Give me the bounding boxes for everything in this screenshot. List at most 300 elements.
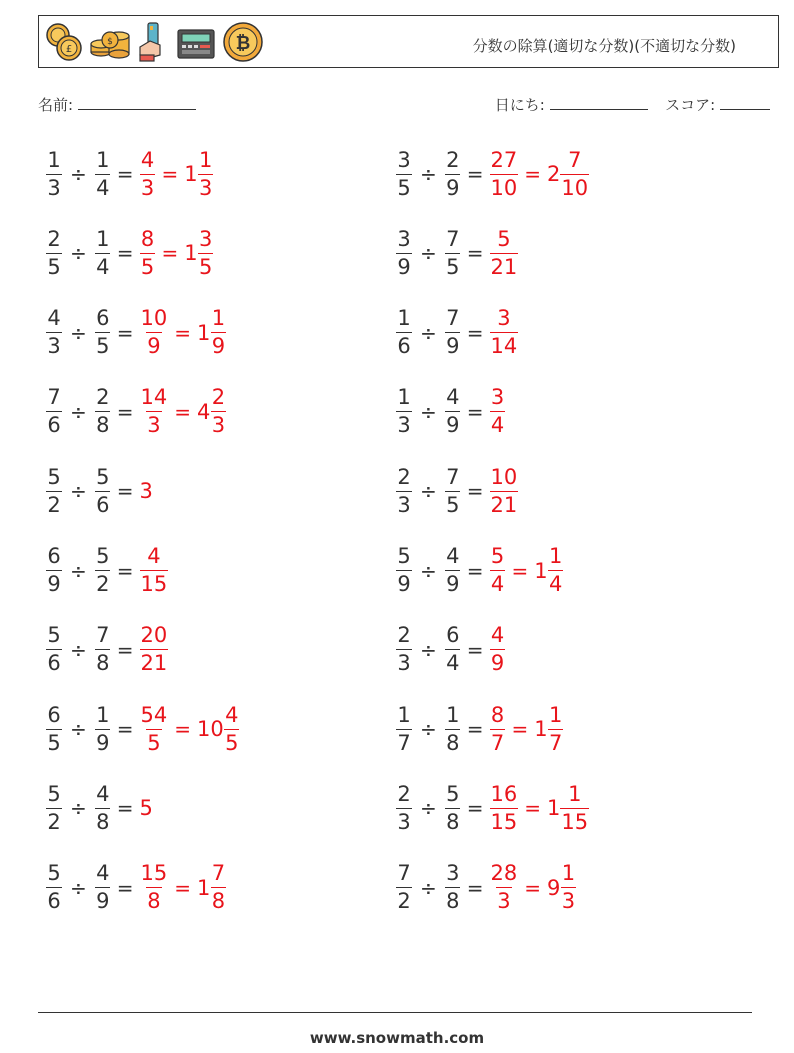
divisor-fraction [445,147,461,200]
divisor-fraction-denominator: 5 [446,492,460,517]
answer-equals-symbol: = [511,558,529,583]
equals-symbol: = [466,320,484,345]
divisor-fraction [95,147,111,200]
answer [490,387,506,436]
dividend-fraction [46,226,62,279]
answer-fraction [490,387,506,436]
mixed-number [534,546,563,595]
answer-fraction-denominator: 5 [140,254,155,279]
equals-symbol: = [116,399,134,424]
divisor-fraction-denominator: 9 [96,730,110,755]
problem-item [46,459,153,523]
dividend-fraction-numerator: 6 [47,544,61,568]
dividend-fraction-numerator: 1 [47,147,61,172]
worksheet-title: 分数の除算(適切な分数)(不適切な分数) [472,37,736,55]
answer-fraction [140,546,169,595]
equals-symbol: = [466,558,484,583]
answer-fraction-numerator: 5 [490,544,505,568]
name-label: 名前: [38,96,74,114]
dividend-fraction [46,863,62,912]
dividend-fraction-denominator: 3 [47,175,61,200]
divisor-fraction [95,546,111,595]
answer-fraction [140,863,169,912]
dividend-fraction-numerator: 1 [397,702,411,727]
answer-fraction [140,387,169,436]
answer-fraction-denominator: 9 [490,651,505,676]
mixed-fraction [210,387,226,436]
divide-symbol: ÷ [70,637,87,662]
answer-fraction-denominator: 21 [490,492,518,517]
dividend-fraction-denominator: 3 [397,413,411,438]
dividend-fraction [396,863,412,912]
divisor-fraction [95,863,111,912]
answer-fraction-denominator: 4 [490,413,505,438]
divisor-fraction-numerator: 5 [96,464,110,489]
answer-fraction-numerator: 8 [490,702,505,727]
dividend-fraction-denominator: 9 [47,572,61,596]
answer-fraction-denominator: 3 [497,889,511,914]
dividend-fraction [396,546,412,595]
problem-item [46,142,214,206]
problem-item [46,776,153,840]
dividend-fraction-numerator: 3 [397,226,411,251]
mixed-fraction [560,781,589,834]
mixed-number [547,147,589,200]
equals-symbol: = [466,399,484,424]
divisor-fraction-denominator: 9 [446,175,460,200]
answer-fraction [140,147,156,200]
dividend-fraction-denominator: 6 [47,651,61,676]
problem-item [396,380,506,444]
mixed-fraction-numerator: 1 [568,781,582,806]
answer-fraction-numerator: 3 [490,385,505,410]
date-label: 日にち: [494,96,545,114]
answer-fraction-denominator: 10 [490,175,518,200]
answer-fraction-numerator: 8 [140,226,155,251]
divisor-fraction-numerator: 7 [446,306,460,331]
equals-symbol: = [116,479,134,504]
mixed-number [197,308,226,357]
dividend-fraction [46,781,62,834]
equals-symbol: = [116,558,134,583]
problem-item [46,380,226,444]
mixed-fraction-denominator: 5 [225,730,239,755]
dividend-fraction-numerator: 2 [397,623,411,648]
divide-symbol: ÷ [70,320,87,345]
answer-fraction-denominator: 8 [147,889,161,914]
divide-symbol: ÷ [420,479,437,504]
divisor-fraction-denominator: 5 [96,334,110,359]
mixed-number [197,863,226,912]
dividend-fraction [396,387,412,436]
mixed-fraction [198,226,214,279]
answer-equals-symbol: = [161,241,179,266]
mixed-fraction-numerator: 1 [198,147,213,172]
dividend-fraction-numerator: 7 [47,385,61,410]
answer-fraction-numerator: 20 [140,623,168,648]
answer [490,147,590,200]
answer-fraction [490,308,519,357]
divide-symbol: ÷ [420,875,437,900]
answer [490,308,519,357]
mixed-fraction-numerator: 1 [548,544,563,568]
divisor-fraction-numerator: 7 [96,623,110,648]
dividend-fraction-numerator: 1 [397,385,411,410]
divisor-fraction-denominator: 8 [446,889,460,914]
mixed-fraction-numerator: 7 [211,861,226,886]
problem-item [46,618,168,682]
mixed-whole: 1 [534,558,548,583]
divisor-fraction-numerator: 1 [96,226,110,251]
answer-equals-symbol: = [524,796,542,821]
divide-symbol: ÷ [70,399,87,424]
equals-symbol: = [116,717,134,742]
divisor-fraction-numerator: 6 [446,623,460,648]
dividend-fraction-numerator: 7 [397,861,411,886]
divide-symbol: ÷ [70,717,87,742]
answer-fraction [490,863,519,912]
dividend-fraction-denominator: 2 [47,809,61,834]
divisor-fraction-numerator: 4 [446,544,460,568]
problem-item [396,539,564,603]
answer-fraction-denominator: 21 [490,254,518,279]
mixed-number [184,226,213,279]
equals-symbol: = [466,717,484,742]
divisor-fraction-denominator: 8 [96,651,110,676]
dividend-fraction-numerator: 4 [47,306,61,331]
mixed-fraction-denominator: 8 [211,889,226,914]
problem-item [46,301,226,365]
divisor-fraction-denominator: 9 [446,572,460,596]
mixed-number [197,387,226,436]
answer-fraction-denominator: 3 [140,175,155,200]
answer [490,863,577,912]
divisor-fraction-denominator: 9 [96,889,110,914]
answer-fraction-numerator: 10 [490,464,518,489]
mixed-whole: 9 [547,875,561,900]
divisor-fraction-numerator: 7 [446,464,460,489]
answer-equals-symbol: = [174,875,192,900]
divide-symbol: ÷ [70,479,87,504]
mixed-fraction-numerator: 4 [225,702,239,727]
dividend-fraction-denominator: 5 [397,175,411,200]
mixed-whole: 1 [197,875,211,900]
divisor-fraction-denominator: 8 [446,809,460,834]
answer-fraction-denominator: 7 [490,730,505,755]
equals-symbol: = [116,241,134,266]
svg-text:£: £ [65,44,73,55]
divide-symbol: ÷ [70,558,87,583]
mixed-fraction-denominator: 10 [561,175,589,200]
answer-fraction-denominator: 14 [490,334,518,359]
mixed-number [547,863,576,912]
dividend-fraction [46,702,62,755]
divide-symbol: ÷ [70,796,87,821]
answer-whole: 5 [139,796,153,821]
problem-item [396,618,506,682]
answer-equals-symbol: = [174,320,192,345]
mixed-fraction-numerator: 1 [548,702,563,727]
divisor-fraction-numerator: 6 [96,306,110,331]
dividend-fraction-numerator: 1 [397,306,411,331]
divide-symbol: ÷ [420,796,437,821]
answer-equals-symbol: = [511,717,529,742]
answer-fraction [490,625,506,674]
mixed-number [197,702,240,755]
mixed-fraction [210,308,226,357]
answer-fraction-numerator: 4 [140,147,155,172]
answer-fraction-numerator: 5 [497,226,511,251]
mixed-fraction-denominator: 4 [548,572,563,596]
problem-item [396,856,576,920]
divide-symbol: ÷ [70,241,87,266]
divisor-fraction-numerator: 1 [446,702,460,727]
mixed-fraction-denominator: 7 [548,730,563,755]
dividend-fraction-numerator: 5 [47,781,61,806]
divisor-fraction [445,308,461,357]
answer-fraction-numerator: 27 [490,147,518,172]
divisor-fraction-numerator: 5 [96,544,110,568]
answer-fraction [490,781,519,834]
answer [140,796,153,820]
divisor-fraction-numerator: 1 [96,147,110,172]
divisor-fraction-denominator: 4 [446,651,460,676]
mixed-fraction-numerator: 1 [211,306,226,331]
divisor-fraction [95,464,111,517]
divisor-fraction [445,387,461,436]
problem-item [46,539,168,603]
divisor-fraction-denominator: 9 [446,413,460,438]
answer-whole: 3 [139,479,153,504]
mixed-whole: 1 [547,796,561,821]
answer-fraction [490,147,519,200]
mixed-fraction-denominator: 3 [211,413,226,438]
dividend-fraction [396,308,412,357]
divisor-fraction-numerator: 7 [446,226,460,251]
dividend-fraction [46,387,62,436]
divisor-fraction-denominator: 4 [96,254,110,279]
equals-symbol: = [466,875,484,900]
answer-fraction-numerator: 28 [490,861,518,886]
divisor-fraction [445,625,461,674]
answer [140,226,214,279]
problem-item [46,856,226,920]
svg-text:₿: ₿ [235,33,251,54]
dividend-fraction-numerator: 3 [397,147,411,172]
divisor-fraction-numerator: 2 [446,147,460,172]
dividend-fraction [396,464,412,517]
answer-equals-symbol: = [161,162,179,186]
equals-symbol: = [466,162,484,186]
answer-equals-symbol: = [524,875,542,900]
answer-fraction-numerator: 54 [140,702,168,727]
divisor-fraction [95,308,111,357]
divisor-fraction-denominator: 9 [446,334,460,359]
answer-fraction-numerator: 14 [140,385,168,410]
answer-fraction-numerator: 4 [147,544,161,568]
dividend-fraction-denominator: 3 [397,492,411,517]
dividend-fraction [46,308,62,357]
answer-fraction [490,546,506,595]
problem-item [46,697,240,761]
mixed-fraction [560,863,576,912]
problem-item [396,776,589,840]
answer-fraction [140,308,169,357]
dividend-fraction-numerator: 5 [47,861,61,886]
mixed-fraction [548,546,564,595]
answer [140,625,169,674]
divide-symbol: ÷ [70,162,87,186]
answer-fraction-numerator: 16 [490,781,518,806]
dividend-fraction [46,546,62,595]
divisor-fraction-denominator: 8 [96,413,110,438]
mixed-whole: 2 [547,162,561,186]
mixed-fraction-denominator: 9 [211,334,226,359]
answer-fraction [140,226,156,279]
dividend-fraction-numerator: 5 [47,464,61,489]
answer [490,226,519,279]
dividend-fraction-denominator: 5 [47,730,61,755]
divisor-fraction [95,387,111,436]
answer-equals-symbol: = [524,162,542,186]
divisor-fraction-numerator: 4 [96,861,110,886]
divide-symbol: ÷ [420,241,437,266]
mixed-whole: 1 [184,162,198,186]
divisor-fraction-denominator: 8 [96,809,110,834]
dividend-fraction-denominator: 6 [47,413,61,438]
mixed-fraction-numerator: 1 [561,861,576,886]
divide-symbol: ÷ [420,558,437,583]
dividend-fraction-denominator: 2 [397,889,411,914]
dividend-fraction-denominator: 6 [47,889,61,914]
mixed-fraction [560,147,589,200]
answer [140,147,214,200]
divisor-fraction-denominator: 6 [96,492,110,517]
dividend-fraction [46,464,62,517]
dividend-fraction [396,781,412,834]
problem-item [396,301,518,365]
mixed-fraction-denominator: 3 [561,889,576,914]
divisor-fraction-numerator: 5 [446,781,460,806]
answer-fraction-denominator: 4 [490,572,505,596]
dividend-fraction-denominator: 3 [47,334,61,359]
divisor-fraction-numerator: 4 [96,781,110,806]
dividend-fraction-denominator: 9 [397,254,411,279]
dividend-fraction-numerator: 6 [47,702,61,727]
mixed-number [547,781,589,834]
answer-fraction-denominator: 15 [140,572,168,596]
divisor-fraction-numerator: 3 [446,861,460,886]
dividend-fraction-numerator: 2 [47,226,61,251]
divisor-fraction [95,625,111,674]
divide-symbol: ÷ [420,162,437,186]
dividend-fraction [396,625,412,674]
mixed-fraction-denominator: 15 [561,809,589,834]
dividend-fraction-denominator: 2 [47,492,61,517]
equals-symbol: = [466,479,484,504]
divisor-fraction [95,781,111,834]
answer-fraction-numerator: 3 [497,306,511,331]
answer [140,387,227,436]
dividend-fraction-denominator: 9 [397,572,411,596]
answer-fraction-numerator: 10 [140,306,168,331]
answer-fraction-numerator: 15 [140,861,168,886]
dividend-fraction-denominator: 6 [397,334,411,359]
footer-url: www.snowmath.com [309,1029,485,1047]
divisor-fraction-denominator: 4 [96,175,110,200]
answer [490,464,519,517]
answer-equals-symbol: = [174,717,192,742]
mixed-fraction-denominator: 3 [198,175,213,200]
divisor-fraction [445,702,461,755]
mixed-fraction [210,863,226,912]
mixed-fraction-numerator: 7 [568,147,582,172]
equals-symbol: = [466,796,484,821]
answer-fraction-denominator: 21 [140,651,168,676]
mixed-whole: 1 [534,717,548,742]
mixed-whole: 1 [184,241,198,266]
mixed-fraction [224,702,240,755]
mixed-fraction [198,147,214,200]
answer [140,479,153,503]
dividend-fraction-numerator: 5 [397,544,411,568]
footer-divider [38,1012,752,1013]
divisor-fraction-numerator: 4 [446,385,460,410]
dividend-fraction [46,147,62,200]
answer [140,308,227,357]
mixed-whole: 4 [197,399,211,424]
dividend-fraction [396,147,412,200]
divisor-fraction-denominator: 5 [446,254,460,279]
divisor-fraction [445,546,461,595]
divide-symbol: ÷ [420,320,437,345]
answer [490,781,590,834]
divisor-fraction-denominator: 8 [446,730,460,755]
equals-symbol: = [466,637,484,662]
divisor-fraction-denominator: 2 [96,572,110,596]
mixed-fraction-numerator: 2 [211,385,226,410]
answer-fraction-denominator: 5 [147,730,161,755]
answer-fraction-denominator: 9 [147,334,161,359]
answer-fraction [140,625,169,674]
answer-fraction-denominator: 3 [147,413,161,438]
equals-symbol: = [116,796,134,821]
mixed-fraction [548,702,564,755]
divide-symbol: ÷ [420,717,437,742]
mixed-fraction-denominator: 5 [198,254,213,279]
equals-symbol: = [116,637,134,662]
divisor-fraction-numerator: 2 [96,385,110,410]
dividend-fraction-denominator: 7 [397,730,411,755]
answer-fraction [490,464,519,517]
answer-fraction [490,226,519,279]
problem-item [396,459,518,523]
problem-item [46,221,214,285]
mixed-fraction-numerator: 3 [198,226,213,251]
dividend-fraction [46,625,62,674]
svg-text:$: $ [107,37,113,47]
dividend-fraction [396,226,412,279]
divisor-fraction [445,863,461,912]
answer [490,625,506,674]
equals-symbol: = [116,875,134,900]
mixed-number [184,147,213,200]
mixed-whole: 10 [197,717,224,742]
divisor-fraction [95,702,111,755]
equals-symbol: = [116,162,134,186]
problem-item [396,697,564,761]
answer-fraction-numerator: 4 [490,623,505,648]
